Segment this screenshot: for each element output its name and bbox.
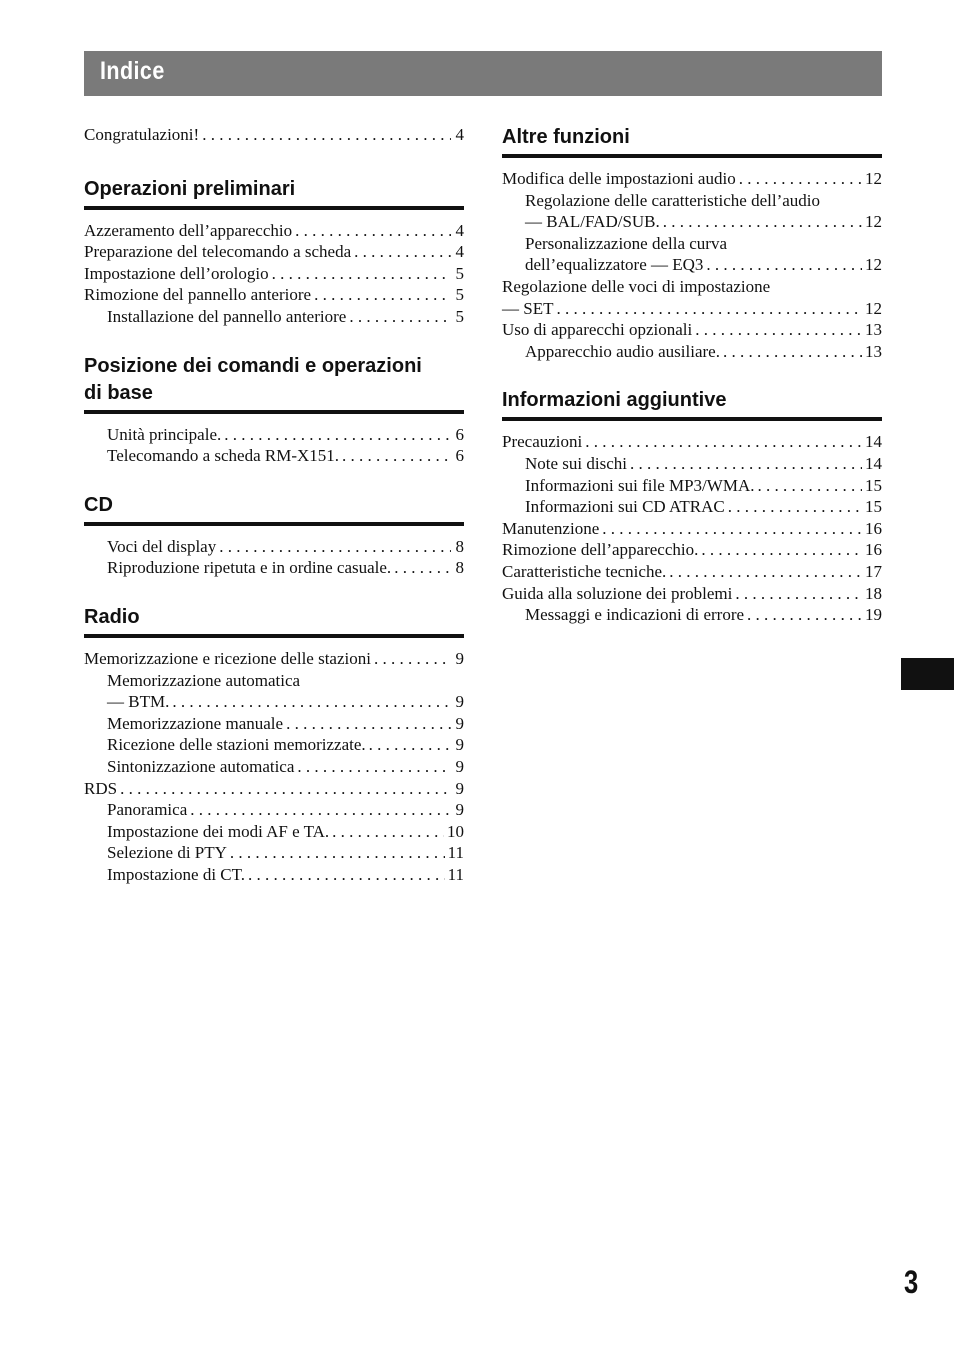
section-radio <box>84 604 464 886</box>
toc-entry[interactable]: Guida alla soluzione dei problemi . . . 18 <box>502 583 882 605</box>
toc-subentry[interactable]: Unità principale. . . . 6 <box>84 424 464 446</box>
section-rule <box>84 410 464 414</box>
section-operazioni-preliminari <box>84 176 464 328</box>
toc-entry[interactable]: Modifica delle impostazioni audio . . . 12 <box>502 168 882 190</box>
toc-subentry-line[interactable]: Regolazione delle caratteristiche dell’audio <box>525 190 821 210</box>
toc-entry[interactable]: Azzeramento dell’apparecchio . . . 4 <box>84 220 464 242</box>
toc-subentry[interactable]: Apparecchio audio ausiliare. . . . 13 <box>502 341 882 363</box>
page-number: 3 <box>904 1264 919 1300</box>
toc-entry[interactable]: Caratteristiche tecniche. . . . 17 <box>502 561 882 583</box>
section-rule <box>502 154 882 158</box>
section-altre-funzioni <box>502 124 882 362</box>
toc-subentry-line[interactable]: Memorizzazione automatica <box>107 670 301 690</box>
toc-subentry[interactable]: — BTM. . . . 9 <box>84 691 464 713</box>
toc-entry[interactable]: Impostazione dell’orologio . . . 5 <box>84 263 464 285</box>
toc-right-column <box>502 124 882 651</box>
toc-subentry[interactable]: Sintonizzazione automatica . . . 9 <box>84 756 464 778</box>
toc-subentry[interactable]: Informazioni sui CD ATRAC . . . 15 <box>502 496 882 518</box>
toc-subentry[interactable]: Voci del display . . . 8 <box>84 536 464 558</box>
toc-subentry[interactable]: Panoramica . . . 9 <box>84 799 464 821</box>
page-title: Indice <box>100 57 165 85</box>
section-posizione-comandi <box>84 353 464 467</box>
section-rule <box>84 634 464 638</box>
toc-subentry[interactable]: Telecomando a scheda RM-X151. . . . 6 <box>84 445 464 467</box>
section-heading-cont: di base <box>84 381 153 404</box>
section-heading: CD <box>84 493 113 516</box>
toc-subentry[interactable]: Informazioni sui file MP3/WMA. . . . 15 <box>502 475 882 497</box>
toc-subentry[interactable]: — BAL/FAD/SUB. . . . 12 <box>502 211 882 233</box>
toc-subentry[interactable]: Impostazione di CT. . . . 11 <box>84 864 464 886</box>
toc-subentry[interactable]: Memorizzazione manuale . . . 9 <box>84 713 464 735</box>
section-informazioni-aggiuntive <box>502 387 882 625</box>
section-cd <box>84 492 464 579</box>
title-bar <box>84 51 882 96</box>
toc-entry[interactable]: Preparazione del telecomando a scheda . . . 4 <box>84 241 464 263</box>
section-heading: Altre funzioni <box>502 126 630 148</box>
section-heading: Operazioni preliminari <box>84 177 296 200</box>
toc-entry[interactable]: — SET . . . 12 <box>502 298 882 320</box>
toc-subentry-line[interactable]: Personalizzazione della curva <box>525 233 728 253</box>
toc-left-column <box>84 124 464 910</box>
toc-entry[interactable]: RDS . . . 9 <box>84 778 464 800</box>
section-tab-marker <box>901 658 954 690</box>
section-heading: Informazioni aggiuntive <box>502 389 727 412</box>
toc-entry-line[interactable]: Regolazione delle voci di impostazione <box>502 276 771 296</box>
toc-entry[interactable]: Congratulazioni! . . . 4 <box>84 124 464 146</box>
toc-subentry[interactable]: Riproduzione ripetuta e in ordine casuale. . . . 8 <box>84 557 464 579</box>
section-heading: Posizione dei comandi e operazioni <box>84 354 422 377</box>
section-rule <box>84 522 464 526</box>
toc-entry[interactable]: Precauzioni . . . 14 <box>502 431 882 453</box>
toc-subentry[interactable]: Note sui dischi . . . 14 <box>502 453 882 475</box>
toc-entry[interactable]: Rimozione dell’apparecchio. . . . 16 <box>502 539 882 561</box>
toc-entry[interactable]: Memorizzazione e ricezione delle stazioni . . . 9 <box>84 648 464 670</box>
toc-subentry[interactable]: Ricezione delle stazioni memorizzate. . . . 9 <box>84 734 464 756</box>
section-rule <box>84 206 464 210</box>
toc-subentry[interactable]: Installazione del pannello anteriore . . . 5 <box>84 306 464 328</box>
toc-entry[interactable]: Manutenzione . . . 16 <box>502 518 882 540</box>
section-heading: Radio <box>84 605 140 628</box>
toc-entry[interactable]: Uso di apparecchi opzionali . . . 13 <box>502 319 882 341</box>
toc-subentry[interactable]: Selezione di PTY . . . 11 <box>84 842 464 864</box>
toc-subentry[interactable]: Messaggi e indicazioni di errore . . . 19 <box>502 604 882 626</box>
toc-subentry[interactable]: dell’equalizzatore — EQ3 . . . 12 <box>502 254 882 276</box>
section-rule <box>502 417 882 421</box>
toc-entry[interactable]: Rimozione del pannello anteriore . . . 5 <box>84 284 464 306</box>
toc-subentry[interactable]: Impostazione dei modi AF e TA. . . . 10 <box>84 821 464 843</box>
